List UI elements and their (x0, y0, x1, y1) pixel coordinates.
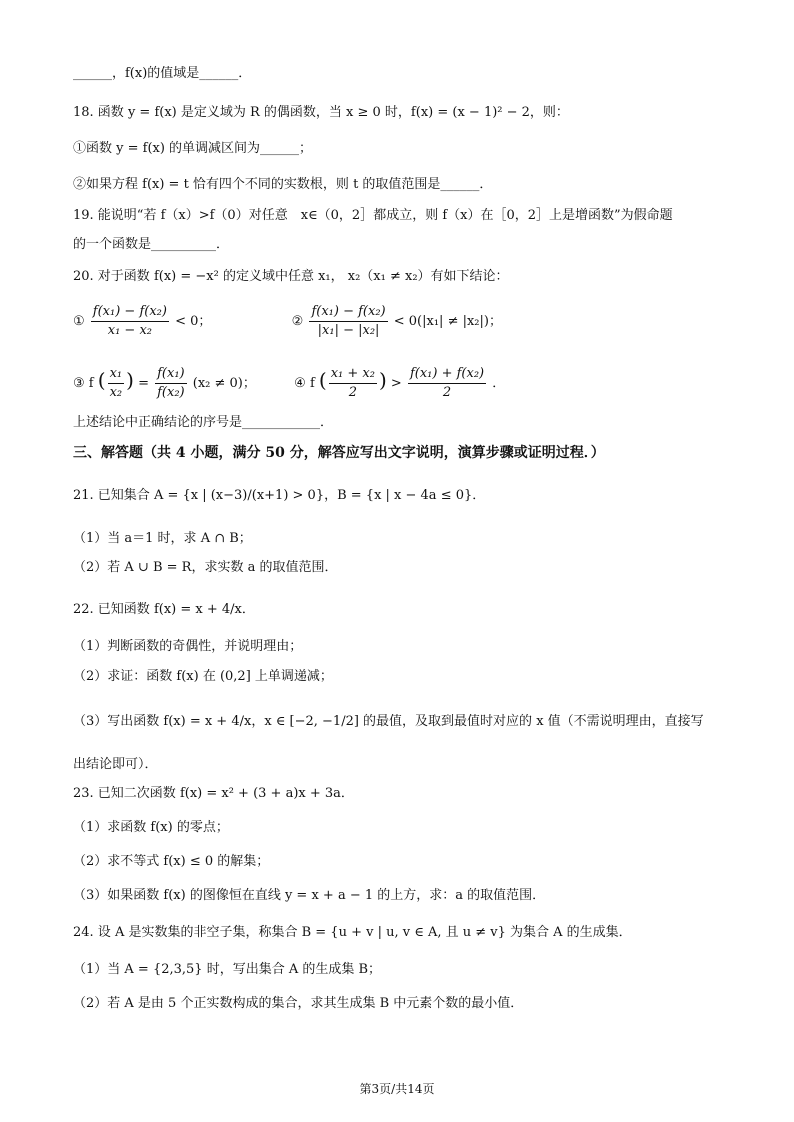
option-3-arg-fraction (108, 365, 125, 402)
option-4-mark: ④ f (294, 376, 315, 391)
q19-stem-cont: 的一个函数是__________． (73, 237, 230, 252)
option-3-numerator: f(x₁) (155, 365, 187, 384)
q21-part2: （2）若 A ∪ B = R，求实数 a 的取值范围． (73, 560, 338, 575)
q22-stem: 22. 已知函数 f(x) = x + 4/x． (73, 602, 255, 617)
q24-part2: （2）若 A 是由 5 个正实数构成的集合，求其生成集 B 中元素个数的最小值． (73, 996, 524, 1011)
q21-part1: （1）当 a＝1 时，求 A ∩ B； (73, 531, 252, 546)
q20-stem: 20. 对于函数 f(x) = −x² 的定义域中任意 x₁， x₂（x₁ ≠ x₂）有如下结论： (73, 269, 509, 284)
q22-part3-cont: 出结论即可）． (73, 757, 158, 772)
option-2-numerator: f(x₁) − f(x₂) (309, 303, 387, 322)
option-2-tail: < 0(|x₁| ≠ |x₂|)； (393, 314, 502, 329)
q21-stem: 21. 已知集合 A = {x | (x−3)/(x+1) > 0}，B = {x | x − 4a ≤ 0}． (73, 488, 486, 503)
q23-part3: （3）如果函数 f(x) 的图像恒在直线 y = x + a − 1 的上方，求：a 的取值范围． (73, 888, 546, 903)
option-2-mark: ② (291, 314, 304, 329)
option-4-arg-denominator: 2 (348, 385, 357, 400)
option-1-denominator: x₁ − x₂ (107, 323, 152, 338)
option-4-greater: > (390, 376, 402, 391)
option-4-arg-fraction (329, 365, 377, 402)
page-footer: 第3页/共14页 (359, 1082, 435, 1096)
q22-part1: （1）判断函数的奇偶性，并说明理由； (73, 639, 303, 654)
q23-part2: （2）求不等式 f(x) ≤ 0 的解集； (73, 854, 270, 869)
option-4-tail: ． (492, 376, 506, 391)
q20-answer-line: 上述结论中正确结论的序号是____________． (73, 415, 334, 430)
q23-part1: （1）求函数 f(x) 的零点； (73, 820, 229, 835)
option-4-arg-numerator: x₁ + x₂ (329, 365, 377, 384)
option-1-mark: ① (73, 314, 85, 329)
option-3-equals: = (138, 376, 149, 391)
option-3-arg-numerator: x₁ (108, 365, 125, 384)
q18-part1: ①函数 y = f(x) 的单调减区间为______； (73, 141, 313, 156)
option-3-arg-denominator: x₂ (109, 385, 123, 400)
q18-stem: 18. 函数 y = f(x) 是定义域为 R 的偶函数，当 x ≥ 0 时，f(x) = (x − 1)² − 2，则： (73, 105, 569, 120)
q23-stem: 23. 已知二次函数 f(x) = x² + (3 + a)x + 3a． (73, 786, 354, 801)
q24-stem: 24. 设 A 是实数集的非空子集，称集合 B = {u + v | u, v ∈ A, 且 u ≠ v} 为集合 A 的生成集． (73, 925, 632, 940)
option-3-tail: (x₂ ≠ 0)； (192, 376, 256, 391)
q20-options-row2: ③ f ( $\frac{\text{x₁}}{\text{x₂}}$ ) = $\frac{\text{f(x₁)}}{\text{f(x₂)}}$ (x₂ ≠ 0)； ④ f ( $\frac{\text{x₁ + x₂}}{2}$ ) > $\frac{\text{f(x₁) + f(x₂)}}{2}$ ． (73, 366, 506, 400)
q22-part3: （3）写出函数 f(x) = x + 4/x，x ∈ [−2, −1/2] 的最值，及取到最值时对应的 x 值（不需说明理由，直接写 (73, 714, 704, 729)
option-3-denominator: f(x₂) (157, 385, 185, 400)
option-4-denominator: 2 (442, 385, 452, 400)
q24-part1: （1）当 A = {2,3,5} 时，写出集合 A 的生成集 B； (73, 962, 382, 977)
option-3-fraction (155, 365, 187, 402)
option-1-tail: < 0； (175, 314, 212, 329)
q17-tail: ______，f(x)的值域是______． (73, 66, 252, 81)
q18-part2: ②如果方程 f(x) = t 恰有四个不同的实数根，则 t 的取值范围是______． (73, 177, 493, 192)
option-1-numerator: f(x₁) − f(x₂) (91, 303, 169, 322)
q22-part2: （2）求证：函数 f(x) 在 (0,2] 上单调递减； (73, 669, 333, 684)
section-3-heading: 三、解答题（共 4 小题，满分 50 分，解答应写出文字说明，演算步骤或证明过程．） (73, 445, 605, 461)
option-2-denominator: |x₁| − |x₂| (317, 323, 380, 338)
option-4-fraction (408, 365, 486, 402)
option-1-fraction (91, 303, 169, 340)
q19-stem: 19. 能说明“若 f（x）>f（0）对任意 x∈（0，2］都成立，则 f（x）在［0，2］上是增函数”为假命题 (73, 208, 673, 223)
option-4-numerator: f(x₁) + f(x₂) (408, 365, 486, 384)
option-2-fraction (309, 303, 387, 340)
q20-options-row1 (73, 300, 754, 344)
option-3-mark: ③ f (73, 376, 94, 391)
